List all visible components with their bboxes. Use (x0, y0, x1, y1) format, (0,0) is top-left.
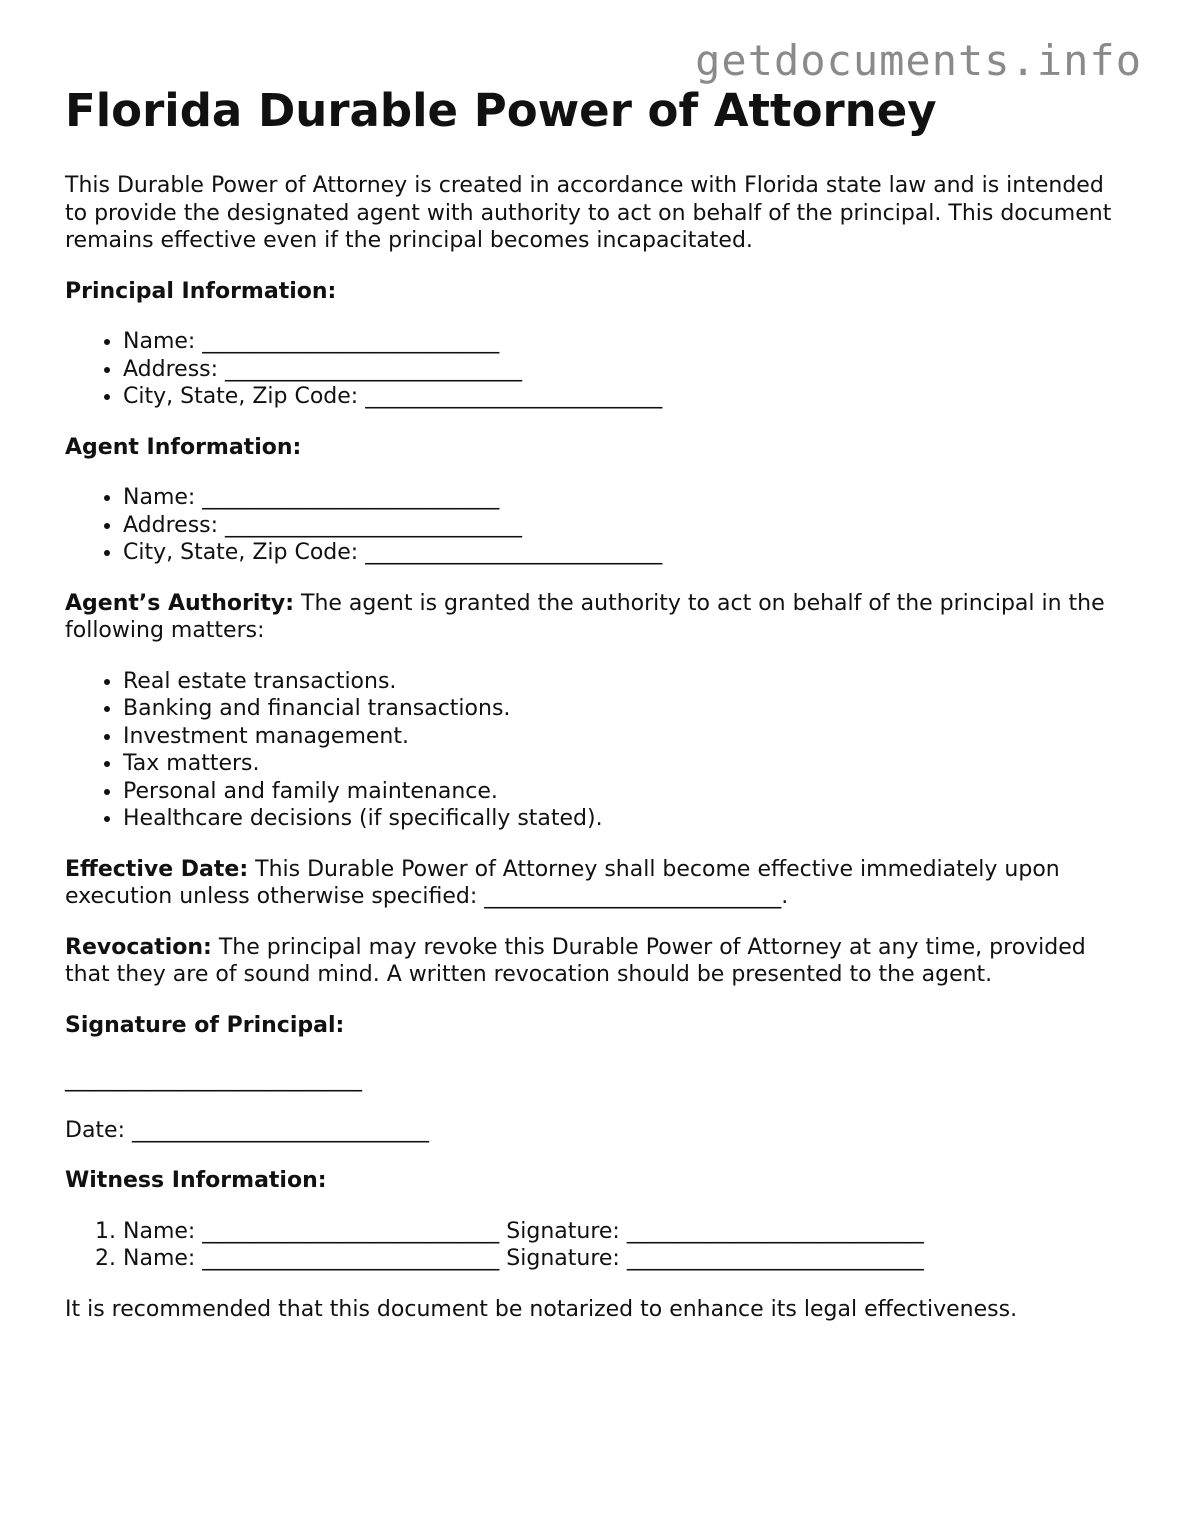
revocation-paragraph (65, 934, 1125, 989)
watermark: getdocuments.info (695, 36, 1142, 85)
revocation-label: Revocation: (65, 934, 212, 960)
principal-fields (65, 328, 1125, 411)
agent-city-field[interactable]: • City, State, Zip Code: ___________________________ (123, 539, 1125, 567)
agent-address-field[interactable]: • Address: ___________________________ (123, 512, 1125, 540)
witness-row-2[interactable]: 2. Name: ___________________________ Signature: ___________________________ (123, 1245, 1125, 1273)
authority-label: Agent’s Authority: (65, 590, 295, 616)
authority-item: • Personal and family maintenance. (123, 778, 1125, 806)
witness-list (65, 1218, 1125, 1273)
agent-fields (65, 484, 1125, 567)
authority-item: • Healthcare decisions (if specifically stated). (123, 805, 1125, 833)
effective-date-paragraph (65, 856, 1125, 911)
closing-paragraph: It is recommended that this document be notarized to enhance its legal effectiveness. (65, 1296, 1018, 1322)
principal-city-field[interactable]: • City, State, Zip Code: ___________________________ (123, 383, 1125, 411)
witness-heading: Witness Information: (65, 1168, 327, 1193)
effective-date-text[interactable]: This Durable Power of Attorney shall become effective immediately upon execution unless otherwise specified: ___________________________. (65, 856, 1060, 909)
document-title: Florida Durable Power of Attorney (65, 84, 937, 137)
authority-paragraph (65, 590, 1125, 645)
authority-item: • Tax matters. (123, 750, 1125, 778)
authority-text: The agent is granted the authority to act on behalf of the principal in the following matters: (65, 590, 1105, 643)
authority-item: • Investment management. (123, 723, 1125, 751)
authority-list (65, 668, 1125, 833)
agent-heading: Agent Information: (65, 434, 302, 460)
intro-paragraph: This Durable Power of Attorney is created in accordance with Florida state law and is intended to provide the designated agent with authority to act on behalf of the principal. This document remains effective even if the principal becomes incapacitated. (65, 173, 1112, 253)
witness-row-1[interactable]: 1. Name: ___________________________ Signature: ___________________________ (123, 1218, 1125, 1246)
revocation-text: The principal may revoke this Durable Power of Attorney at any time, provided that they are of sound mind. A written revocation should be presented to the agent. (65, 934, 1086, 987)
authority-item: • Banking and financial transactions. (123, 695, 1125, 723)
agent-name-field[interactable]: • Name: ___________________________ (123, 484, 1125, 512)
principal-signature-line[interactable]: ___________________________ (65, 1067, 362, 1092)
principal-heading: Principal Information: (65, 278, 337, 304)
document-page (65, 84, 1125, 1346)
signature-date-field[interactable]: Date: ___________________________ (65, 1117, 429, 1143)
principal-address-field[interactable]: • Address: ___________________________ (123, 356, 1125, 384)
principal-name-field[interactable]: • Name: ___________________________ (123, 328, 1125, 356)
effective-date-label: Effective Date: (65, 856, 249, 882)
authority-item: • Real estate transactions. (123, 668, 1125, 696)
signature-heading: Signature of Principal: (65, 1012, 345, 1038)
